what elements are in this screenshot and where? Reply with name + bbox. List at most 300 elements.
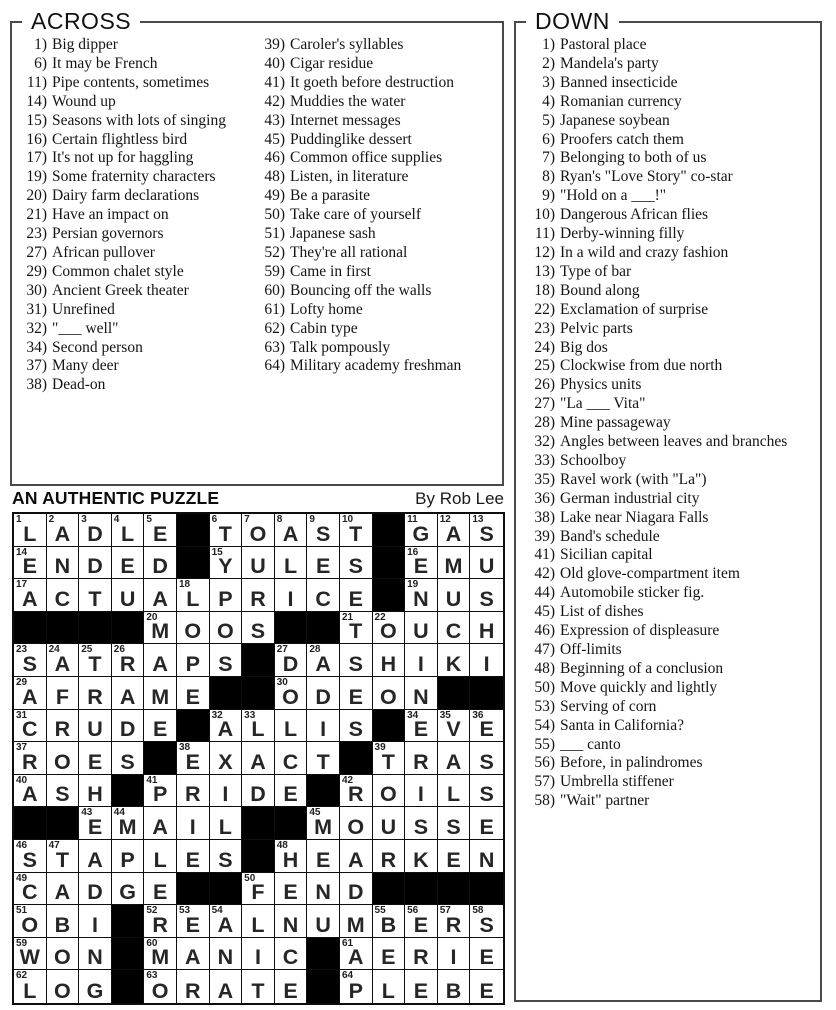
grid-cell-8-9[interactable] <box>275 742 308 775</box>
grid-cell-11-1[interactable] <box>14 840 47 873</box>
grid-cell-11-14[interactable] <box>438 840 471 873</box>
cell-letter: A <box>22 782 38 807</box>
grid-cell-7-8[interactable] <box>242 710 275 743</box>
grid-cell-10-7[interactable] <box>210 807 243 840</box>
cell-letter: D <box>282 651 299 676</box>
cell-letter: R <box>54 717 71 742</box>
cell-number: 17 <box>16 579 28 591</box>
grid-cell-6-1[interactable] <box>14 677 47 710</box>
grid-cell-8-13[interactable] <box>405 742 438 775</box>
grid-cell-7-2[interactable] <box>47 710 80 743</box>
grid-cell-10-5[interactable] <box>144 807 177 840</box>
grid-cell-13-2[interactable] <box>47 905 80 938</box>
grid-cell-5-7[interactable] <box>210 644 243 677</box>
grid-cell-1-15[interactable] <box>470 514 503 547</box>
grid-cell-2-7[interactable] <box>210 547 243 580</box>
grid-cell-8-2[interactable] <box>47 742 80 775</box>
grid-cell-14-7[interactable] <box>210 938 243 971</box>
grid-cell-10-10[interactable] <box>307 807 340 840</box>
grid-cell-8-8[interactable] <box>242 742 275 775</box>
clue-text: ___ canto <box>560 735 621 753</box>
grid-cell-14-9[interactable] <box>275 938 308 971</box>
clue-text: Banned insecticide <box>560 73 678 91</box>
cell-letter: I <box>320 717 327 742</box>
clue-text: Japanese sash <box>290 225 376 243</box>
clue-number: 52) <box>264 243 285 261</box>
across-clue-29 <box>20 263 258 282</box>
grid-cell-12-1[interactable] <box>14 873 47 906</box>
clue-text: It goeth before destruction <box>290 73 454 91</box>
cell-letter: S <box>479 912 494 937</box>
grid-cell-6-4[interactable] <box>112 677 145 710</box>
grid-cell-14-3[interactable] <box>79 938 112 971</box>
grid-cell-2-15[interactable] <box>470 547 503 580</box>
cell-number: 56 <box>407 905 419 917</box>
black-cell <box>14 807 47 840</box>
grid-cell-15-9[interactable] <box>275 970 308 1003</box>
clue-number: 36) <box>534 489 555 507</box>
grid-cell-9-15[interactable] <box>470 775 503 808</box>
cell-number: 57 <box>439 905 451 917</box>
grid-cell-11-9[interactable] <box>275 840 308 873</box>
grid-cell-9-5[interactable] <box>144 775 177 808</box>
grid-cell-9-13[interactable] <box>405 775 438 808</box>
grid-cell-12-10[interactable] <box>307 873 340 906</box>
grid-cell-15-6[interactable] <box>177 970 210 1003</box>
clue-number: 39) <box>534 527 555 545</box>
clue-number: 17) <box>26 149 47 167</box>
grid-cell-11-13[interactable] <box>405 840 438 873</box>
grid-cell-3-3[interactable] <box>79 579 112 612</box>
clue-text: Listen, in literature <box>290 168 409 186</box>
clue-text: Be a parasite <box>290 187 371 205</box>
grid-cell-3-8[interactable] <box>242 579 275 612</box>
grid-cell-12-8[interactable] <box>242 873 275 906</box>
clue-number: 44) <box>534 584 555 602</box>
grid-cell-3-10[interactable] <box>307 579 340 612</box>
clue-number: 27) <box>26 243 47 261</box>
grid-cell-13-6[interactable] <box>177 905 210 938</box>
grid-cell-10-13[interactable] <box>405 807 438 840</box>
grid-cell-6-11[interactable] <box>340 677 373 710</box>
grid-cell-4-7[interactable] <box>210 612 243 645</box>
grid-cell-1-7[interactable] <box>210 514 243 547</box>
grid-cell-8-4[interactable] <box>112 742 145 775</box>
grid-cell-15-7[interactable] <box>210 970 243 1003</box>
grid-cell-12-5[interactable] <box>144 873 177 906</box>
grid-cell-6-3[interactable] <box>79 677 112 710</box>
grid-cell-3-2[interactable] <box>47 579 80 612</box>
clue-text: Lofty home <box>290 300 363 318</box>
grid-cell-2-5[interactable] <box>144 547 177 580</box>
cell-letter: D <box>315 684 331 709</box>
grid-cell-11-10[interactable] <box>307 840 340 873</box>
grid-cell-12-3[interactable] <box>79 873 112 906</box>
grid-cell-3-15[interactable] <box>470 579 503 612</box>
clue-text: Muddies the water <box>290 92 406 110</box>
cell-letter: B <box>445 978 462 1003</box>
grid-cell-15-11[interactable] <box>340 970 373 1003</box>
grid-cell-9-2[interactable] <box>47 775 80 808</box>
grid-cell-5-5[interactable] <box>144 644 177 677</box>
grid-cell-11-12[interactable] <box>373 840 406 873</box>
grid-cell-12-4[interactable] <box>112 873 145 906</box>
cell-number: 34 <box>407 709 419 721</box>
grid-cell-5-13[interactable] <box>405 644 438 677</box>
clue-number: 51) <box>264 225 285 243</box>
grid-cell-3-14[interactable] <box>438 579 471 612</box>
grid-cell-12-9[interactable] <box>275 873 308 906</box>
down-clue-46 <box>528 622 820 641</box>
grid-cell-15-2[interactable] <box>47 970 80 1003</box>
grid-cell-3-4[interactable] <box>112 579 145 612</box>
grid-cell-1-10[interactable] <box>307 514 340 547</box>
grid-cell-15-13[interactable] <box>405 970 438 1003</box>
cell-letter: K <box>413 847 429 872</box>
grid-cell-13-11[interactable] <box>340 905 373 938</box>
grid-cell-9-6[interactable] <box>177 775 210 808</box>
grid-cell-7-9[interactable] <box>275 710 308 743</box>
cell-letter: S <box>55 782 70 807</box>
grid-cell-2-4[interactable] <box>112 547 145 580</box>
grid-cell-8-6[interactable] <box>177 742 210 775</box>
cell-letter: E <box>479 814 494 839</box>
clue-number: 28) <box>534 414 555 432</box>
clue-text: It's not up for haggling <box>52 149 194 167</box>
grid-cell-5-2[interactable] <box>47 644 80 677</box>
cell-letter: S <box>348 554 363 579</box>
across-section <box>10 8 504 486</box>
grid-cell-9-8[interactable] <box>242 775 275 808</box>
grid-cell-7-4[interactable] <box>112 710 145 743</box>
grid-cell-10-12[interactable] <box>373 807 406 840</box>
grid-cell-14-15[interactable] <box>470 938 503 971</box>
grid-cell-11-5[interactable] <box>144 840 177 873</box>
grid-cell-1-11[interactable] <box>340 514 373 547</box>
cell-number: 63 <box>146 970 158 982</box>
grid-cell-5-3[interactable] <box>79 644 112 677</box>
grid-cell-11-15[interactable] <box>470 840 503 873</box>
grid-cell-10-3[interactable] <box>79 807 112 840</box>
clue-text: German industrial city <box>560 489 700 507</box>
clue-text: Pastoral place <box>560 36 647 53</box>
grid-cell-8-10[interactable] <box>307 742 340 775</box>
grid-cell-14-8[interactable] <box>242 938 275 971</box>
grid-cell-14-6[interactable] <box>177 938 210 971</box>
grid-cell-6-2[interactable] <box>47 677 80 710</box>
grid-cell-4-11[interactable] <box>340 612 373 645</box>
grid-cell-5-1[interactable] <box>14 644 47 677</box>
grid-cell-9-3[interactable] <box>79 775 112 808</box>
grid-cell-15-14[interactable] <box>438 970 471 1003</box>
clue-number: 53) <box>534 697 555 715</box>
grid-cell-2-14[interactable] <box>438 547 471 580</box>
grid-cell-13-1[interactable] <box>14 905 47 938</box>
clue-text: Dairy farm declarations <box>52 187 200 205</box>
grid-cell-15-1[interactable] <box>14 970 47 1003</box>
across-clue-43 <box>258 112 500 131</box>
cell-letter: I <box>254 945 261 970</box>
grid-cell-5-9[interactable] <box>275 644 308 677</box>
grid-cell-13-13[interactable] <box>405 905 438 938</box>
grid-cell-5-6[interactable] <box>177 644 210 677</box>
grid-cell-2-13[interactable] <box>405 547 438 580</box>
cell-letter: R <box>185 782 201 807</box>
cell-letter: E <box>22 554 37 579</box>
clue-number: 47) <box>534 641 555 658</box>
cell-number: 53 <box>178 905 191 917</box>
grid-cell-1-4[interactable] <box>112 514 145 547</box>
grid-cell-8-3[interactable] <box>79 742 112 775</box>
grid-cell-3-6[interactable] <box>177 579 210 612</box>
cell-number: 18 <box>178 579 191 591</box>
black-cell <box>405 873 438 906</box>
cell-letter: E <box>413 978 429 1003</box>
cell-number: 40 <box>16 774 28 786</box>
cell-letter: R <box>119 651 136 676</box>
grid-cell-10-11[interactable] <box>340 807 373 840</box>
grid-cell-12-11[interactable] <box>340 873 373 906</box>
across-clue-59 <box>258 263 500 282</box>
grid-cell-14-11[interactable] <box>340 938 373 971</box>
grid-cell-8-7[interactable] <box>210 742 243 775</box>
clue-text: Many deer <box>52 357 119 375</box>
clue-number: 16) <box>26 130 47 148</box>
grid-cell-13-8[interactable] <box>242 905 275 938</box>
grid-cell-5-11[interactable] <box>340 644 373 677</box>
clue-text: Mandela's party <box>560 54 659 72</box>
grid-cell-4-15[interactable] <box>470 612 503 645</box>
grid-cell-7-5[interactable] <box>144 710 177 743</box>
grid-cell-7-3[interactable] <box>79 710 112 743</box>
grid-cell-9-12[interactable] <box>373 775 406 808</box>
grid-cell-7-10[interactable] <box>307 710 340 743</box>
grid-cell-13-7[interactable] <box>210 905 243 938</box>
down-clue-54 <box>528 717 820 736</box>
grid-cell-14-12[interactable] <box>373 938 406 971</box>
grid-cell-12-2[interactable] <box>47 873 80 906</box>
clue-text: Automobile sticker fig. <box>560 584 705 602</box>
grid-cell-3-11[interactable] <box>340 579 373 612</box>
grid-cell-1-13[interactable] <box>405 514 438 547</box>
clue-number: 37) <box>26 357 47 375</box>
grid-cell-3-1[interactable] <box>14 579 47 612</box>
grid-cell-3-13[interactable] <box>405 579 438 612</box>
grid-cell-4-13[interactable] <box>405 612 438 645</box>
cell-letter: O <box>379 684 397 709</box>
grid-cell-8-12[interactable] <box>373 742 406 775</box>
cell-number: 35 <box>439 709 451 721</box>
cell-letter: N <box>87 945 103 970</box>
grid-cell-8-14[interactable] <box>438 742 471 775</box>
clue-number: 12) <box>534 243 555 261</box>
across-clue-41 <box>258 74 500 93</box>
grid-cell-13-3[interactable] <box>79 905 112 938</box>
cell-letter: T <box>251 978 265 1003</box>
cell-letter: F <box>251 880 265 905</box>
cell-number: 44 <box>113 807 125 819</box>
grid-cell-1-14[interactable] <box>438 514 471 547</box>
cell-letter: X <box>218 749 233 774</box>
grid-cell-11-6[interactable] <box>177 840 210 873</box>
grid-cell-14-1[interactable] <box>14 938 47 971</box>
grid-cell-14-14[interactable] <box>438 938 471 971</box>
grid-cell-15-12[interactable] <box>373 970 406 1003</box>
grid-cell-6-13[interactable] <box>405 677 438 710</box>
grid-cell-1-8[interactable] <box>242 514 275 547</box>
grid-cell-5-15[interactable] <box>470 644 503 677</box>
clue-number: 42) <box>534 565 555 583</box>
clue-number: 38) <box>534 508 555 526</box>
cell-letter: T <box>88 586 102 611</box>
cell-letter: R <box>347 782 364 807</box>
cell-letter: T <box>218 521 232 546</box>
grid-cell-4-12[interactable] <box>373 612 406 645</box>
grid-cell-14-13[interactable] <box>405 938 438 971</box>
grid-cell-2-8[interactable] <box>242 547 275 580</box>
grid-cell-4-5[interactable] <box>144 612 177 645</box>
cell-letter: S <box>22 847 37 872</box>
black-cell <box>242 677 275 710</box>
cell-letter: E <box>87 749 103 774</box>
grid-cell-4-14[interactable] <box>438 612 471 645</box>
clue-number: 42) <box>264 92 285 110</box>
grid-cell-5-10[interactable] <box>307 644 340 677</box>
cell-number: 13 <box>472 514 484 525</box>
grid-cell-6-12[interactable] <box>373 677 406 710</box>
grid-cell-11-3[interactable] <box>79 840 112 873</box>
grid-cell-15-3[interactable] <box>79 970 112 1003</box>
cell-letter: O <box>184 619 202 644</box>
cell-letter: R <box>380 847 397 872</box>
cell-letter: S <box>218 651 233 676</box>
grid-cell-10-15[interactable] <box>470 807 503 840</box>
black-cell <box>112 938 145 971</box>
cell-number: 1 <box>16 514 22 525</box>
grid-cell-11-11[interactable] <box>340 840 373 873</box>
cell-letter: S <box>348 717 363 742</box>
grid-cell-8-1[interactable] <box>14 742 47 775</box>
clue-text: Persian governors <box>52 225 164 243</box>
grid-cell-15-5[interactable] <box>144 970 177 1003</box>
cell-number: 45 <box>309 807 321 819</box>
grid-cell-10-4[interactable] <box>112 807 145 840</box>
clue-number: 31) <box>26 300 47 318</box>
clue-text: Ryan's "Love Story" co-star <box>560 168 733 186</box>
grid-cell-6-6[interactable] <box>177 677 210 710</box>
grid-cell-6-5[interactable] <box>144 677 177 710</box>
grid-cell-13-10[interactable] <box>307 905 340 938</box>
cell-letter: S <box>315 521 331 546</box>
grid-cell-1-3[interactable] <box>79 514 112 547</box>
grid-cell-2-2[interactable] <box>47 547 80 580</box>
grid-cell-7-15[interactable] <box>470 710 503 743</box>
grid-cell-7-1[interactable] <box>14 710 47 743</box>
grid-cell-11-2[interactable] <box>47 840 80 873</box>
cell-letter: A <box>217 717 234 742</box>
grid-cell-2-1[interactable] <box>14 547 47 580</box>
grid-cell-9-11[interactable] <box>340 775 373 808</box>
grid-cell-1-5[interactable] <box>144 514 177 547</box>
puzzle-title: AN AUTHENTIC PUZZLE <box>12 488 220 508</box>
grid-cell-7-14[interactable] <box>438 710 471 743</box>
grid-cell-13-9[interactable] <box>275 905 308 938</box>
grid-cell-8-15[interactable] <box>470 742 503 775</box>
grid-cell-1-9[interactable] <box>275 514 308 547</box>
grid-cell-5-4[interactable] <box>112 644 145 677</box>
grid-cell-15-15[interactable] <box>470 970 503 1003</box>
cell-letter: P <box>218 586 233 611</box>
grid-cell-14-2[interactable] <box>47 938 80 971</box>
clue-text: Puddinglike dessert <box>290 130 412 148</box>
grid-cell-1-2[interactable] <box>47 514 80 547</box>
grid-cell-13-14[interactable] <box>438 905 471 938</box>
grid-cell-7-13[interactable] <box>405 710 438 743</box>
grid-cell-11-7[interactable] <box>210 840 243 873</box>
grid-cell-4-8[interactable] <box>242 612 275 645</box>
grid-cell-9-1[interactable] <box>14 775 47 808</box>
grid-cell-5-12[interactable] <box>373 644 406 677</box>
grid-cell-7-7[interactable] <box>210 710 243 743</box>
grid-cell-2-3[interactable] <box>79 547 112 580</box>
grid-cell-6-9[interactable] <box>275 677 308 710</box>
cell-number: 51 <box>16 905 28 917</box>
clue-text: Internet messages <box>290 111 401 129</box>
cell-letter: H <box>282 847 299 872</box>
clue-number: 43) <box>264 111 285 129</box>
grid-cell-13-15[interactable] <box>470 905 503 938</box>
grid-cell-3-5[interactable] <box>144 579 177 612</box>
grid-cell-2-9[interactable] <box>275 547 308 580</box>
grid-cell-13-5[interactable] <box>144 905 177 938</box>
cell-letter: M <box>444 554 463 579</box>
grid-cell-10-6[interactable] <box>177 807 210 840</box>
grid-cell-15-8[interactable] <box>242 970 275 1003</box>
cell-letter: C <box>282 749 299 774</box>
grid-cell-5-14[interactable] <box>438 644 471 677</box>
cell-letter: U <box>250 554 266 579</box>
grid-cell-9-7[interactable] <box>210 775 243 808</box>
grid-cell-3-9[interactable] <box>275 579 308 612</box>
grid-cell-7-11[interactable] <box>340 710 373 743</box>
cell-letter: T <box>349 619 363 644</box>
grid-cell-2-11[interactable] <box>340 547 373 580</box>
grid-cell-14-5[interactable] <box>144 938 177 971</box>
clue-text: Old glove-compartment item <box>560 565 740 583</box>
black-cell <box>14 612 47 645</box>
grid-cell-6-10[interactable] <box>307 677 340 710</box>
grid-cell-10-14[interactable] <box>438 807 471 840</box>
grid-cell-13-12[interactable] <box>373 905 406 938</box>
black-cell <box>177 710 210 743</box>
grid-cell-2-10[interactable] <box>307 547 340 580</box>
cell-letter: T <box>88 651 102 676</box>
grid-cell-9-9[interactable] <box>275 775 308 808</box>
grid-cell-3-7[interactable] <box>210 579 243 612</box>
grid-cell-4-6[interactable] <box>177 612 210 645</box>
cell-letter: E <box>348 684 363 709</box>
clue-text: Dangerous African flies <box>560 206 709 224</box>
grid-cell-9-14[interactable] <box>438 775 471 808</box>
clue-number: 49) <box>264 187 285 205</box>
grid-cell-1-1[interactable] <box>14 514 47 547</box>
cell-letter: U <box>478 554 495 579</box>
cell-letter: N <box>217 945 234 970</box>
grid-cell-11-4[interactable] <box>112 840 145 873</box>
cell-letter: M <box>151 945 170 970</box>
cell-number: 54 <box>211 905 223 917</box>
cell-letter: I <box>483 651 490 676</box>
